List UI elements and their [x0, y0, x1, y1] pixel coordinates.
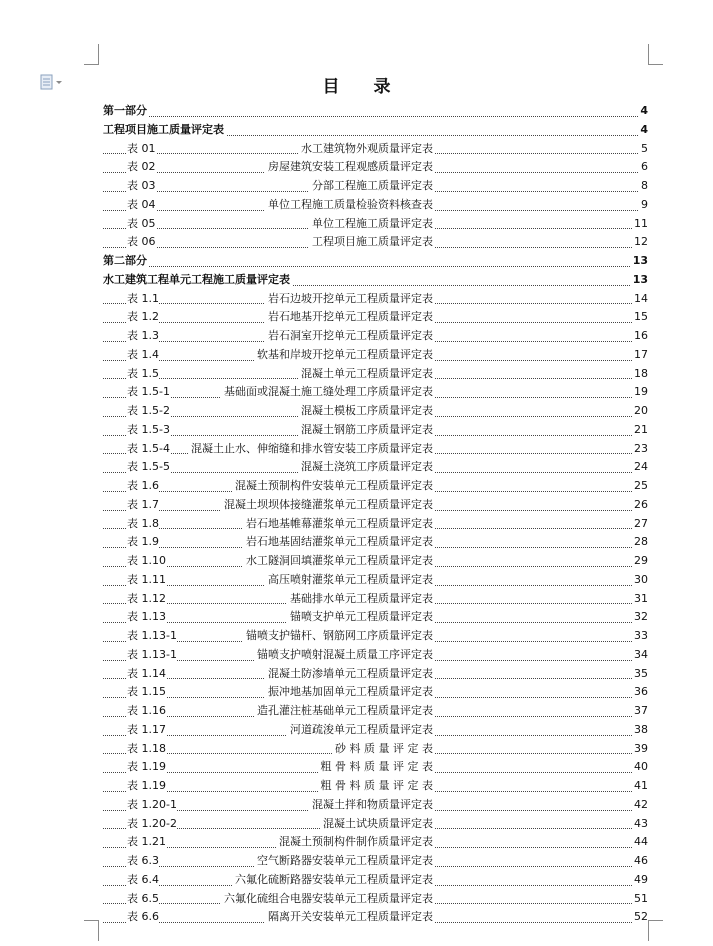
toc-page-number: 15: [632, 308, 648, 327]
toc-entry-code: 表 03: [127, 177, 156, 196]
toc-entry-code: 表 06: [127, 233, 156, 252]
toc-entry-code: 表 1.20-1: [127, 796, 177, 815]
toc-page-number: 13: [631, 271, 648, 290]
toc-entry-title: 锚喷支护单元工程质量评定表: [287, 610, 434, 623]
toc-entry-title: 岩石地基固结灌浆单元工程质量评定表: [243, 535, 434, 548]
toc-entry[interactable]: [103, 721, 648, 740]
toc-entry-title: 岩石地基开挖单元工程质量评定表: [265, 310, 434, 323]
toc-section-entry[interactable]: [103, 121, 648, 140]
toc-entry[interactable]: [103, 308, 648, 327]
crop-mark-top-right: [648, 44, 663, 65]
toc-entry-title: 混凝土止水、伸缩缝和排水管安装工序质量评定表: [188, 442, 434, 455]
toc-page-number: 20: [632, 402, 648, 421]
toc-entry-title: 锚喷支护锚杆、钢筋网工序质量评定表: [243, 629, 434, 642]
toc-entry[interactable]: [103, 646, 648, 665]
toc-page-number: 23: [632, 440, 648, 459]
toc-page-number: 8: [639, 177, 648, 196]
toc-entry-title: 六氟化硫断路器安装单元工程质量评定表: [232, 873, 434, 886]
toc-entry[interactable]: [103, 515, 648, 534]
toc-entry-code: 表 05: [127, 215, 156, 234]
toc-entry-code: 表 1.7: [127, 496, 159, 515]
toc-entry-title: 高压喷射灌浆单元工程质量评定表: [265, 573, 434, 586]
toc-page-number: 17: [632, 346, 648, 365]
toc-page-number: 4: [638, 121, 648, 140]
toc-entry-code: 表 1.14: [127, 665, 166, 684]
toc-entry[interactable]: [103, 608, 648, 627]
toc-page-number: 6: [639, 158, 648, 177]
dot-leader: [103, 266, 638, 267]
toc-entry[interactable]: [103, 158, 648, 177]
toc-entry[interactable]: [103, 777, 648, 796]
toc-entry-code: 表 1.5-3: [127, 421, 170, 440]
toc-page-number: 38: [632, 721, 648, 740]
toc-entry-title: 粗 骨 料 质 量 评 定 表: [318, 779, 434, 792]
toc-entry-code: 表 1.2: [127, 308, 159, 327]
toc-entry-title: 混凝土浇筑工序质量评定表: [298, 460, 434, 473]
toc-entry-code: 表 1.5: [127, 365, 159, 384]
toc-entry[interactable]: [103, 290, 648, 309]
toc-page-number: 19: [632, 383, 648, 402]
toc-page-number: 49: [632, 871, 648, 890]
toc-entry-title: 水工隧洞回填灌浆单元工程质量评定表: [243, 554, 434, 567]
toc-page-number: 46: [632, 852, 648, 871]
toc-entry[interactable]: [103, 908, 648, 927]
toc-entry-code: 表 1.5-5: [127, 458, 170, 477]
toc-page-number: 42: [632, 796, 648, 815]
toc-entry[interactable]: [103, 458, 648, 477]
toc-entry-code: 表 1.5-1: [127, 383, 170, 402]
toc-section-title: 第二部分: [103, 252, 149, 271]
toc-entry[interactable]: [103, 477, 648, 496]
toc-entry-title: 房屋建筑安装工程观感质量评定表: [265, 160, 434, 173]
toc-entry[interactable]: [103, 215, 648, 234]
toc-entry-code: 表 04: [127, 196, 156, 215]
toc-entry-code: 表 02: [127, 158, 156, 177]
toc-entry[interactable]: [103, 758, 648, 777]
toc-page-number: 34: [632, 646, 648, 665]
toc-entry-title: 造孔灌注桩基础单元工程质量评定表: [254, 704, 434, 717]
toc-entry[interactable]: [103, 740, 648, 759]
toc-page-number: 12: [632, 233, 648, 252]
toc-section-title: 工程项目施工质量评定表: [103, 121, 226, 140]
toc-section-title: 水工建筑工程单元工程施工质量评定表: [103, 271, 292, 290]
toc-entry[interactable]: [103, 571, 648, 590]
toc-entry-title: 基础面或混凝土施工缝处理工序质量评定表: [221, 385, 434, 398]
toc-entry-title: 砂 料 质 量 评 定 表: [332, 742, 434, 755]
toc-page-number: 25: [632, 477, 648, 496]
toc-entry[interactable]: [103, 533, 648, 552]
toc-entry-code: 表 1.3: [127, 327, 159, 346]
toc-entry-code: 表 6.6: [127, 908, 159, 927]
toc-entry-code: 表 6.3: [127, 852, 159, 871]
toc-entry[interactable]: [103, 552, 648, 571]
toc-page-number: 35: [632, 665, 648, 684]
toc-entry[interactable]: [103, 177, 648, 196]
toc-page-number: 4: [638, 102, 648, 121]
toc-entry-code: 表 1.17: [127, 721, 166, 740]
toc-entry-code: 表 1.21: [127, 833, 166, 852]
toc-entry[interactable]: [103, 327, 648, 346]
toc-entry-title: 混凝土坝坝体接缝灌浆单元工程质量评定表: [221, 498, 434, 511]
toc-entry-title: 软基和岸坡开挖单元工程质量评定表: [254, 348, 434, 361]
toc-entry[interactable]: [103, 665, 648, 684]
toc-entry-code: 表 1.8: [127, 515, 159, 534]
toc-page-number: 21: [632, 421, 648, 440]
toc-entry-code: 表 1.18: [127, 740, 166, 759]
toc-entry-code: 表 1.15: [127, 683, 166, 702]
toc-entry-title: 工程项目施工质量评定表: [309, 235, 434, 248]
crop-mark-bottom-right: [648, 920, 663, 941]
toc-entry-code: 表 6.5: [127, 890, 159, 909]
toc-entry[interactable]: [103, 796, 648, 815]
toc-entry[interactable]: [103, 496, 648, 515]
table-of-contents: [103, 102, 648, 927]
toc-entry-code: 表 1.1: [127, 290, 159, 309]
toc-entry-code: 表 1.11: [127, 571, 166, 590]
toc-entry-code: 表 1.16: [127, 702, 166, 721]
toc-entry-title: 河道疏浚单元工程质量评定表: [287, 723, 434, 736]
toc-page-number: 36: [632, 683, 648, 702]
toc-page-number: 24: [632, 458, 648, 477]
toc-entry-title: 混凝土试块质量评定表: [320, 817, 434, 830]
crop-mark-bottom-left: [84, 920, 99, 941]
toc-page-number: 37: [632, 702, 648, 721]
toc-entry[interactable]: [103, 233, 648, 252]
toc-entry-title: 混凝土模板工序质量评定表: [298, 404, 434, 417]
toc-entry[interactable]: [103, 815, 648, 834]
toc-entry-code: 表 1.19: [127, 758, 166, 777]
toc-entry-title: 混凝土拌和物质量评定表: [309, 798, 434, 811]
toc-entry-code: 表 1.5-2: [127, 402, 170, 421]
toc-page-number: 9: [639, 196, 648, 215]
toc-page-number: 13: [631, 252, 648, 271]
toc-page-number: 31: [632, 590, 648, 609]
toc-entry-code: 表 1.20-2: [127, 815, 177, 834]
toc-page-number: 30: [632, 571, 648, 590]
page-title: 目 录: [322, 77, 405, 97]
toc-entry[interactable]: [103, 590, 648, 609]
toc-entry-title: 岩石洞室开挖单元工程质量评定表: [265, 329, 434, 342]
toc-entry-title: 振冲地基加固单元工程质量评定表: [265, 685, 434, 698]
toc-section-entry[interactable]: [103, 252, 648, 271]
toc-entry-code: 表 1.10: [127, 552, 166, 571]
toc-page-number: 5: [639, 140, 648, 159]
toc-entry-code: 表 1.12: [127, 590, 166, 609]
toc-entry-title: 混凝土防渗墙单元工程质量评定表: [265, 667, 434, 680]
toc-entry-title: 单位工程施工质量评定表: [309, 217, 434, 230]
toc-entry-code: 表 1.5-4: [127, 440, 170, 459]
toc-entry-title: 岩石地基帷幕灌浆单元工程质量评定表: [243, 517, 434, 530]
toc-page-number: 29: [632, 552, 648, 571]
toc-section-title: 第一部分: [103, 102, 149, 121]
toc-entry[interactable]: [103, 365, 648, 384]
toc-entry-title: 锚喷支护喷射混凝土质量工序评定表: [254, 648, 434, 661]
toc-entry-code: 表 1.13: [127, 608, 166, 627]
toc-entry[interactable]: [103, 421, 648, 440]
toc-page-number: 16: [632, 327, 648, 346]
toc-entry[interactable]: [103, 196, 648, 215]
toc-entry-code: 表 1.19: [127, 777, 166, 796]
toc-entry-title: 水工建筑物外观质量评定表: [298, 142, 434, 155]
toc-entry-title: 粗 骨 料 质 量 评 定 表: [318, 760, 434, 773]
toc-entry[interactable]: [103, 402, 648, 421]
toc-page-number: 18: [632, 365, 648, 384]
toc-entry[interactable]: [103, 683, 648, 702]
toc-page-number: 52: [632, 908, 648, 927]
toc-entry-code: 表 1.6: [127, 477, 159, 496]
toc-page-number: 28: [632, 533, 648, 552]
toc-entry[interactable]: [103, 346, 648, 365]
toc-entry-title: 空气断路器安装单元工程质量评定表: [254, 854, 434, 867]
toc-entry[interactable]: [103, 833, 648, 852]
toc-entry[interactable]: [103, 890, 648, 909]
toc-entry-code: 表 01: [127, 140, 156, 159]
toc-page-number: 11: [632, 215, 648, 234]
toc-entry[interactable]: [103, 871, 648, 890]
toc-entry-code: 表 1.4: [127, 346, 159, 365]
toc-page-number: 33: [632, 627, 648, 646]
toc-entry-title: 单位工程施工质量检验资料核查表: [265, 198, 434, 211]
toc-page-number: 39: [632, 740, 648, 759]
toc-entry-title: 六氟化硫组合电器安装单元工程质量评定表: [221, 892, 434, 905]
toc-entry-title: 混凝土钢筋工序质量评定表: [298, 423, 434, 436]
toc-page-number: 32: [632, 608, 648, 627]
toc-section-entry[interactable]: [103, 102, 648, 121]
toc-entry[interactable]: [103, 852, 648, 871]
toc-entry-code: 表 1.9: [127, 533, 159, 552]
dot-leader: [103, 116, 638, 117]
toc-entry-code: 表 1.13-1: [127, 627, 177, 646]
toc-entry-title: 基础排水单元工程质量评定表: [287, 592, 434, 605]
toc-entry-title: 混凝土预制构件安装单元工程质量评定表: [232, 479, 434, 492]
toc-page-number: 40: [632, 758, 648, 777]
toc-page-number: 27: [632, 515, 648, 534]
toc-entry-title: 分部工程施工质量评定表: [309, 179, 434, 192]
toc-entry[interactable]: [103, 383, 648, 402]
toc-entry[interactable]: [103, 140, 648, 159]
toc-page-number: 44: [632, 833, 648, 852]
toc-entry-title: 混凝土预制构件制作质量评定表: [276, 835, 434, 848]
toc-entry[interactable]: [103, 627, 648, 646]
toc-entry-title: 岩石边坡开挖单元工程质量评定表: [265, 292, 434, 305]
toc-section-entry[interactable]: [103, 271, 648, 290]
toc-page-number: 41: [632, 777, 648, 796]
crop-mark-top-left: [84, 44, 99, 65]
toc-entry-title: 隔离开关安装单元工程质量评定表: [265, 910, 434, 923]
toc-entry-code: 表 1.13-1: [127, 646, 177, 665]
toc-entry-code: 表 6.4: [127, 871, 159, 890]
toc-page-number: 26: [632, 496, 648, 515]
toc-page-number: 14: [632, 290, 648, 309]
toc-page-number: 51: [632, 890, 648, 909]
toc-page-number: 43: [632, 815, 648, 834]
toc-entry[interactable]: [103, 440, 648, 459]
toc-entry[interactable]: [103, 702, 648, 721]
toc-entry-title: 混凝土单元工程质量评定表: [298, 367, 434, 380]
